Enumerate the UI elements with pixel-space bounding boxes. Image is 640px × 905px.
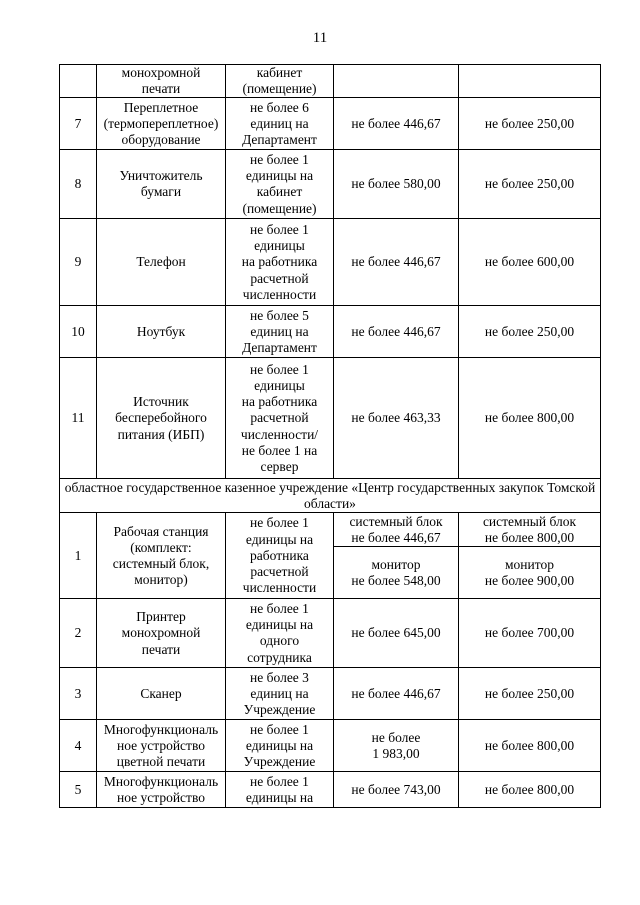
table-row — [60, 358, 601, 479]
cell-line: не более 5 — [250, 307, 309, 323]
table-row — [60, 306, 601, 358]
cell-line: Многофункциональ — [103, 773, 219, 789]
row-number: 9 — [60, 219, 97, 306]
table-row — [60, 150, 601, 219]
cell-line: оборудование — [121, 132, 201, 147]
cell-line: численности/ — [240, 426, 319, 442]
cell-line: Сканер — [140, 685, 182, 701]
table-row — [60, 65, 601, 98]
cell-line: сервер — [260, 458, 299, 474]
section-title: областное государственное казенное учреждение «Центр государственных закупок Томской области» — [60, 479, 601, 513]
cell-line: Принтер — [136, 609, 186, 625]
cell-line: бумаги — [140, 184, 182, 200]
item-name — [97, 668, 226, 720]
cell-line: не более 6 — [250, 99, 309, 115]
row-number: 10 — [60, 306, 97, 358]
cell-line: не более 1 — [250, 721, 309, 737]
item-spend: не более 250,00 — [459, 306, 601, 358]
table-row — [60, 599, 601, 668]
table-row — [60, 772, 601, 808]
item-price: не более 446,67 — [334, 98, 459, 150]
cell-line: не более 1 — [250, 221, 309, 237]
item-spend: не более 600,00 — [459, 219, 601, 306]
row-number: 5 — [60, 772, 97, 808]
cell-line: не более — [371, 729, 421, 745]
cell-line: питания (ИБП) — [117, 426, 205, 442]
cell-line: ное устройство — [117, 789, 205, 805]
cell-line: ное устройство — [117, 737, 205, 753]
item-name — [97, 150, 226, 219]
cell-line: единицы на — [245, 789, 314, 805]
section-row — [60, 479, 601, 513]
table-row — [60, 98, 601, 150]
item-quantity — [226, 219, 334, 306]
cell-line: не более 1 — [250, 601, 309, 616]
cell-line: единицы — [254, 238, 305, 254]
cell-line: расчетной — [250, 410, 309, 426]
cell-line: не более 3 — [250, 669, 309, 685]
cell-line: кабинет — [256, 184, 303, 200]
cell-line: цветной печати — [116, 754, 206, 769]
cell-line: единиц на — [250, 685, 309, 701]
item-price: не более 463,33 — [334, 358, 459, 479]
cell-line: бесперебойного — [115, 410, 207, 426]
table-row — [60, 720, 601, 772]
cell-line: на работника — [241, 394, 318, 410]
cell-line: Учреждение — [243, 754, 316, 769]
cell-line: численности — [242, 286, 317, 302]
cell-line: единицы на — [245, 531, 314, 547]
row-number: 1 — [60, 513, 97, 599]
cell-line: единицы на — [245, 617, 314, 633]
item-name — [97, 306, 226, 358]
cell-line: одного — [259, 633, 300, 649]
cell-line: (термопереплетное) — [103, 115, 219, 131]
cell-line: Многофункциональ — [103, 721, 219, 737]
cell-line: не более 446,67 — [351, 529, 441, 545]
row-number: 4 — [60, 720, 97, 772]
item-name — [97, 772, 226, 808]
cell-line: работника — [250, 547, 309, 563]
cell-line: 1 983,00 — [372, 745, 420, 761]
cell-line: Департамент — [242, 340, 317, 355]
item-quantity — [226, 772, 334, 808]
item-quantity — [226, 306, 334, 358]
item-spend — [459, 513, 601, 547]
row-number: 11 — [60, 358, 97, 479]
item-quantity — [226, 98, 334, 150]
item-price: не более 446,67 — [334, 668, 459, 720]
item-spend — [459, 547, 601, 599]
cell-line: не более 800,00 — [484, 529, 575, 545]
item-name — [97, 358, 226, 479]
cell-line: печати — [141, 641, 181, 657]
item-spend — [459, 65, 601, 98]
specification-table — [59, 64, 601, 808]
item-spend: не более 250,00 — [459, 668, 601, 720]
cell-line: (комплект: — [130, 539, 192, 555]
item-name — [97, 513, 226, 599]
cell-line: не более 1 — [250, 152, 309, 167]
row-number: 7 — [60, 98, 97, 150]
item-price: не более 446,67 — [334, 306, 459, 358]
cell-line: Переплетное — [123, 99, 199, 115]
item-spend: не более 800,00 — [459, 720, 601, 772]
cell-line: Уничтожитель — [119, 168, 203, 184]
item-quantity — [226, 599, 334, 668]
cell-line: единиц на — [250, 115, 309, 131]
item-quantity — [226, 668, 334, 720]
row-number: 8 — [60, 150, 97, 219]
table-row — [60, 513, 601, 547]
item-price: не более 645,00 — [334, 599, 459, 668]
row-number: 3 — [60, 668, 97, 720]
cell-line: Телефон — [136, 254, 186, 270]
cell-line: Источник — [133, 394, 189, 410]
cell-line: расчетной — [250, 564, 309, 579]
cell-line: единиц на — [250, 323, 309, 339]
cell-line: системный блок, — [112, 555, 210, 571]
cell-line: Департамент — [242, 132, 317, 147]
item-name — [97, 65, 226, 98]
item-price: не более 580,00 — [334, 150, 459, 219]
cell-line: Ноутбук — [136, 323, 186, 339]
item-spend: не более 700,00 — [459, 599, 601, 668]
cell-line: Учреждение — [243, 702, 316, 717]
row-number: 2 — [60, 599, 97, 668]
item-price — [334, 65, 459, 98]
item-price — [334, 513, 459, 547]
cell-line: не более 1 — [250, 773, 309, 789]
cell-line: кабинет — [256, 65, 303, 80]
cell-line: системный блок — [482, 513, 577, 529]
cell-line: печати — [141, 81, 181, 97]
cell-line: (помещение) — [242, 81, 317, 97]
cell-line: единицы на — [245, 168, 314, 184]
item-name — [97, 720, 226, 772]
item-quantity — [226, 150, 334, 219]
cell-line: монохромной — [121, 65, 201, 80]
cell-line: монитор — [371, 556, 421, 572]
item-price: не более 743,00 — [334, 772, 459, 808]
cell-line: единицы — [254, 377, 305, 393]
cell-line: не более 1 — [250, 515, 309, 531]
cell-line: численности — [242, 580, 317, 596]
cell-line: не более 900,00 — [484, 572, 575, 588]
item-name — [97, 599, 226, 668]
item-quantity — [226, 720, 334, 772]
item-quantity — [226, 358, 334, 479]
cell-line: на работника — [241, 254, 318, 270]
table-row — [60, 219, 601, 306]
cell-line: расчетной — [250, 270, 309, 286]
cell-line: Рабочая станция — [113, 523, 209, 539]
item-name — [97, 219, 226, 306]
item-spend: не более 800,00 — [459, 358, 601, 479]
item-price — [334, 720, 459, 772]
item-spend: не более 250,00 — [459, 150, 601, 219]
cell-line: системный блок — [349, 513, 443, 529]
item-price: не более 446,67 — [334, 219, 459, 306]
item-spend: не более 800,00 — [459, 772, 601, 808]
item-name — [97, 98, 226, 150]
cell-line: единицы на — [245, 737, 314, 753]
cell-line: сотрудника — [247, 649, 312, 665]
cell-line: монитор — [505, 556, 554, 572]
cell-line: монитор) — [134, 572, 188, 588]
cell-line: монохромной — [121, 625, 201, 641]
cell-line: (помещение) — [242, 200, 317, 216]
item-quantity — [226, 65, 334, 98]
page-number: 11 — [312, 30, 328, 46]
cell-line: не более 548,00 — [351, 572, 441, 588]
item-spend: не более 250,00 — [459, 98, 601, 150]
cell-line: не более 1 — [250, 361, 309, 377]
item-quantity — [226, 513, 334, 599]
table-row — [60, 668, 601, 720]
item-price — [334, 547, 459, 599]
row-number — [60, 65, 97, 98]
cell-line: не более 1 на — [241, 442, 318, 458]
